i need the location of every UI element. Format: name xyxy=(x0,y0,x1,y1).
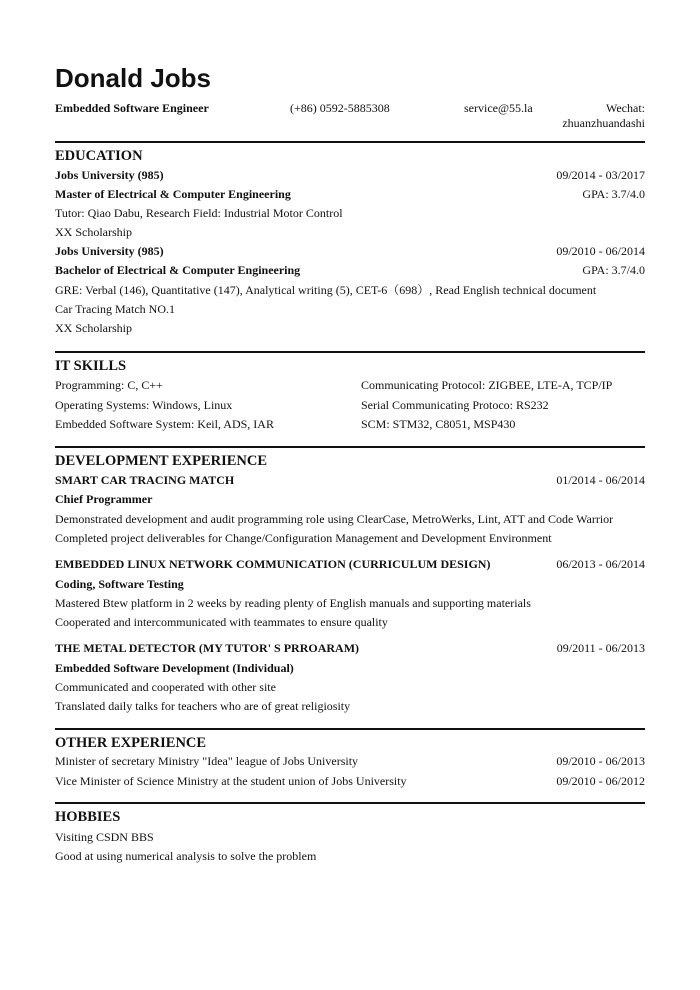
detail-text: XX Scholarship xyxy=(55,225,132,239)
experience-text: Vice Minister of Science Ministry at the student union of Jobs University xyxy=(55,774,407,788)
experience-item xyxy=(55,772,645,791)
education-detail xyxy=(55,223,645,242)
section-divider xyxy=(55,802,645,804)
project-role-row xyxy=(55,659,645,678)
education-entry-header xyxy=(55,166,645,185)
wechat-id: zhuanzhuandashi xyxy=(562,116,645,130)
education-entry-header xyxy=(55,242,645,261)
degree-name: Master of Electrical & Computer Engineering xyxy=(55,187,291,201)
skill-item: Operating Systems: Windows, Linux xyxy=(55,398,233,412)
education-detail xyxy=(55,300,645,319)
project-role: Embedded Software Development (Individual) xyxy=(55,661,294,675)
education-dates: 09/2014 - 03/2017 xyxy=(556,168,645,182)
project-name: SMART CAR TRACING MATCH xyxy=(55,473,235,487)
section-title: EDUCATION xyxy=(55,148,143,164)
project-dates: 09/2011 - 06/2013 xyxy=(556,641,645,655)
hobby-item xyxy=(55,828,645,847)
project-detail xyxy=(55,594,645,613)
project-header xyxy=(55,471,645,490)
section-title: OTHER EXPERIENCE xyxy=(55,735,207,751)
project-detail xyxy=(55,529,645,548)
degree-name: Bachelor of Electrical & Computer Engineering xyxy=(55,263,301,277)
section-title: DEVELOPMENT EXPERIENCE xyxy=(55,453,268,469)
candidate-name: Donald Jobs xyxy=(55,63,212,93)
detail-text: Mastered Btew platform in 2 weeks by reading plenty of English manuals and supporting materials xyxy=(55,596,531,610)
contact-line xyxy=(55,101,645,131)
skill-item: Serial Communicating Protoco: RS232 xyxy=(361,398,549,412)
section-divider xyxy=(55,351,645,353)
project-role: Chief Programmer xyxy=(55,492,153,506)
section-divider xyxy=(55,141,645,143)
project-role-row xyxy=(55,575,645,594)
section-title: IT SKILLS xyxy=(55,358,127,374)
experience-dates: 09/2010 - 06/2012 xyxy=(556,774,645,788)
skill-item: Embedded Software System: Keil, ADS, IAR xyxy=(55,417,274,431)
detail-text: Completed project deliverables for Change/Configuration Management and Development Environment xyxy=(55,531,552,545)
project-detail xyxy=(55,678,645,697)
project-header xyxy=(55,639,645,658)
project-detail xyxy=(55,697,645,716)
project-detail xyxy=(55,613,645,632)
skill-item: Communicating Protocol: ZIGBEE, LTE-A, TCP/IP xyxy=(361,378,613,392)
experience-text: Minister of secretary Ministry "Idea" league of Jobs University xyxy=(55,754,359,768)
project-dates: 06/2013 - 06/2014 xyxy=(556,557,645,571)
wechat-contact xyxy=(525,101,645,131)
education-detail xyxy=(55,204,645,223)
email-address: service@55.la xyxy=(464,101,533,115)
project-dates: 01/2014 - 06/2014 xyxy=(556,473,645,487)
project-name: EMBEDDED LINUX NETWORK COMMUNICATION (CURRICULUM DESIGN) xyxy=(55,557,491,571)
experience-item xyxy=(55,752,645,771)
section-divider xyxy=(55,728,645,730)
skill-item: Programming: C, C++ xyxy=(55,378,163,392)
detail-text: Demonstrated development and audit programming role using ClearCase, MetroWerks, Lint, ATT and Code Warrior xyxy=(55,512,614,526)
degree-row xyxy=(55,185,645,204)
degree-row xyxy=(55,261,645,280)
detail-text: GRE: Verbal (146), Quantitative (147), Analytical writing (5), CET-6（698）, Read English technical document xyxy=(55,283,597,297)
project-detail xyxy=(55,510,645,529)
experience-dates: 09/2010 - 06/2013 xyxy=(556,754,645,768)
project-role: Coding, Software Testing xyxy=(55,577,184,591)
detail-text: Communicated and cooperated with other site xyxy=(55,680,276,694)
detail-text: XX Scholarship xyxy=(55,321,132,335)
education-detail xyxy=(55,319,645,338)
gpa: GPA: 3.7/4.0 xyxy=(582,187,645,201)
hobby-text: Good at using numerical analysis to solve the problem xyxy=(55,849,317,863)
hobby-item xyxy=(55,847,645,866)
education-detail xyxy=(55,281,645,300)
education-dates: 09/2010 - 06/2014 xyxy=(556,244,645,258)
school-name: Jobs University (985) xyxy=(55,244,164,258)
project-name: THE METAL DETECTOR (MY TUTOR' S PRROARAM) xyxy=(55,641,360,655)
section-title: HOBBIES xyxy=(55,809,121,825)
school-name: Jobs University (985) xyxy=(55,168,164,182)
detail-text: Cooperated and intercommunicated with teammates to ensure quality xyxy=(55,615,388,629)
wechat-label: Wechat: xyxy=(605,101,645,115)
detail-text: Translated daily talks for teachers who are of great religiosity xyxy=(55,699,351,713)
gpa: GPA: 3.7/4.0 xyxy=(582,263,645,277)
phone-number: (+86) 0592-5885308 xyxy=(290,101,390,115)
detail-text: Tutor: Qiao Dabu, Research Field: Industrial Motor Control xyxy=(55,206,343,220)
job-title: Embedded Software Engineer xyxy=(55,101,209,115)
project-header xyxy=(55,555,645,574)
project-role-row xyxy=(55,490,645,509)
skill-item: SCM: STM32, C8051, MSP430 xyxy=(361,417,516,431)
hobby-text: Visiting CSDN BBS xyxy=(55,830,154,844)
section-divider xyxy=(55,446,645,448)
detail-text: Car Tracing Match NO.1 xyxy=(55,302,175,316)
